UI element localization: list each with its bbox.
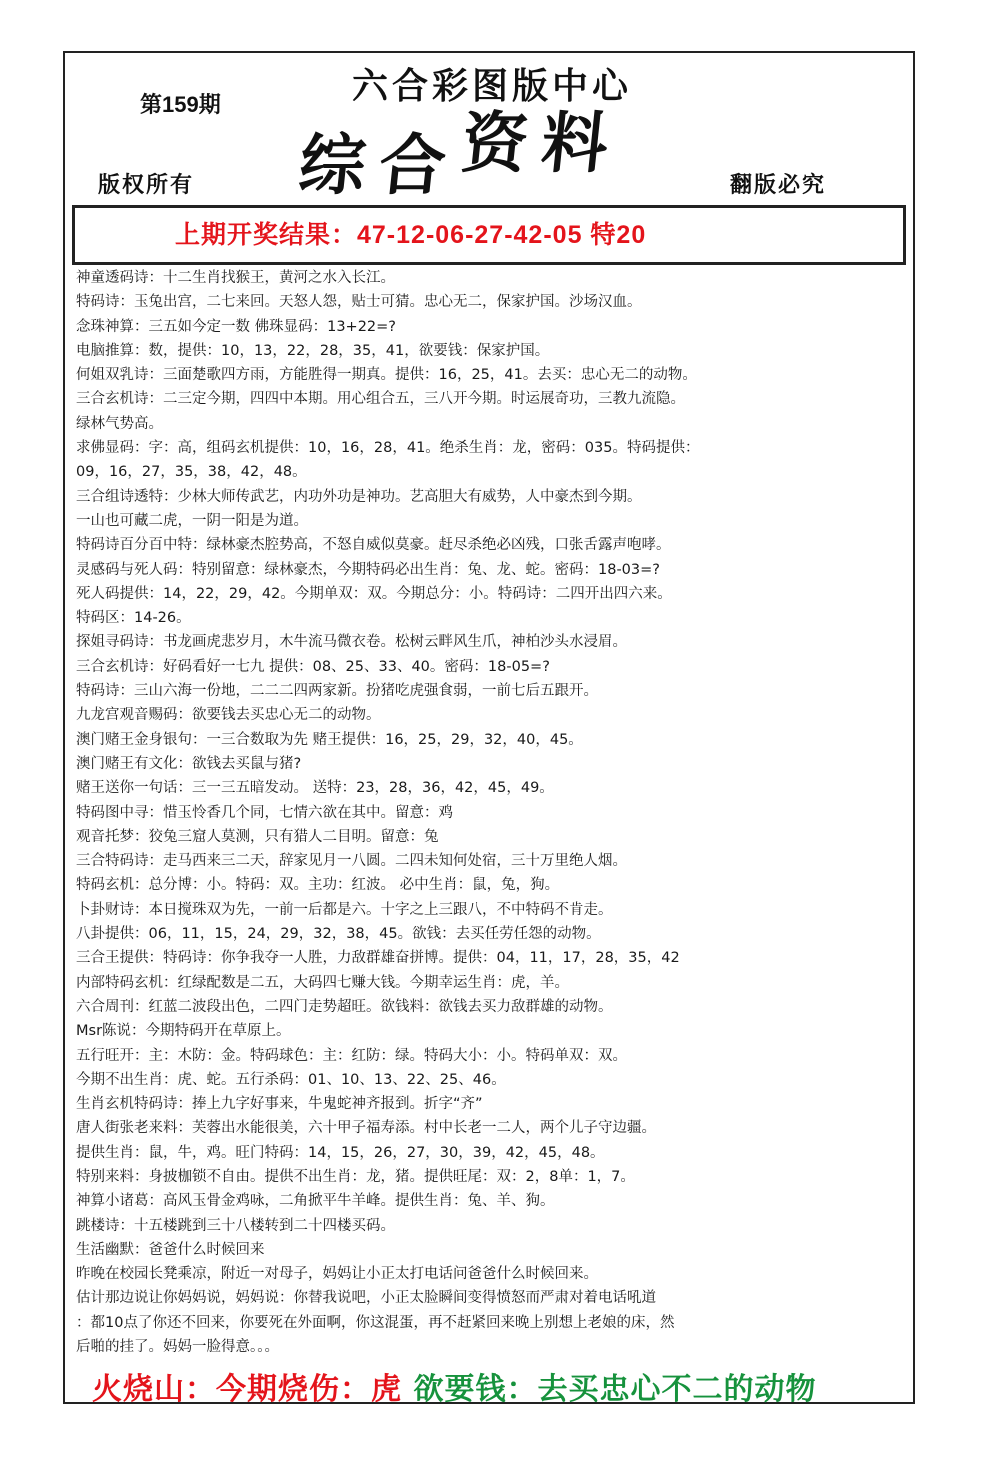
- text-line: 观音托梦：狡兔三窟人莫测，只有猎人二目明。留意：兔: [76, 828, 439, 845]
- text-line: 生肖玄机特码诗：捧上九字好事来，牛鬼蛇神齐报到。折字“齐”: [76, 1096, 483, 1113]
- text-line: Msr陈说：今期特码开在草原上。: [76, 1023, 291, 1040]
- footer-part-2: 欲要钱：去买忠心不二的动物: [413, 1372, 817, 1407]
- text-line: 三合王提供：特码诗：你争我夺一人胜，力敌群雄奋拼博。提供：04，11，17，28，35，42: [76, 950, 680, 967]
- text-line: 六合周刊：红蓝二波段出色，二四门走势超旺。欲钱料：欲钱去买力敌群雄的动物。: [76, 998, 613, 1015]
- text-line: 电脑推算：数，提供：10，13，22，28，35，41，欲要钱：保家护国。: [76, 342, 550, 359]
- text-line: 赌王送你一句话：三一三五暗发动。 送特：23，28，36，42，45，49。: [76, 780, 554, 797]
- content-lines: [76, 266, 906, 1359]
- piracy-tag: 翻版必究: [730, 172, 827, 198]
- text-line: 念珠神算：三五如今定一数 佛珠显码：13+22=?: [76, 318, 397, 335]
- text-line: 唐人街张老来料：芙蓉出水能很美，六十甲子福寿添。村中长老一二人，两个儿子守边疆。: [76, 1120, 656, 1137]
- copyright-tag: 版权所有: [98, 172, 195, 198]
- text-line: 估计那边说让你妈妈说，妈妈说：你替我说吧，小正太脸瞬间变得愤怒而严肃对着电话吼道: [76, 1290, 656, 1307]
- text-line: 神算小诸葛：高风玉骨金鸡咏，二角掀平牛羊峰。提供生肖：兔、羊、狗。: [76, 1193, 555, 1210]
- big-title-part-1: 综合: [295, 126, 464, 204]
- text-line: 09，16，27，35，38，42，48。: [76, 464, 307, 481]
- text-line: 特码诗：三山六海一份地，二二二四两家新。扮猪吃虎强食弱，一前七后五跟开。: [76, 683, 598, 700]
- text-line: 九龙宫观音赐码：欲要钱去买忠心无二的动物。: [76, 707, 381, 724]
- text-line: 内部特码玄机：红绿配数是二五，大码四七赚大钱。今期幸运生肖：虎，羊。: [76, 974, 569, 991]
- text-line: 提供生肖：鼠，牛，鸡。旺门特码：14，15，26，27，30，39，42，45，48。: [76, 1144, 605, 1161]
- text-line: 卜卦财诗：本日搅珠双为先，一前一后都是六。十字之上三跟八，不中特码不肯走。: [76, 901, 613, 918]
- text-line: 绿林气势高。: [76, 415, 163, 432]
- text-line: 特码诗百分百中特：绿林豪杰腔势高，不怒自威似莫豪。赶尽杀绝必凶残，口张舌露声咆哮。: [76, 537, 671, 554]
- text-line: 特码图中寻：惜玉怜香几个同，七情六欲在其中。留意：鸡: [76, 804, 453, 821]
- text-line: 特码诗：玉兔出宫，二七来回。天怒人怨，贴士可猜。忠心无二，保家护国。沙场汉血。: [76, 294, 642, 311]
- text-line: 特码玄机：总分博：小。特码：双。主功：红波。 必中生肖：鼠，兔，狗。: [76, 877, 560, 894]
- big-title: [295, 104, 626, 207]
- text-line: 灵感码与死人码：特别留意：绿林豪杰，今期特码必出生肖：兔、龙、蛇。密码：18-03=?: [76, 561, 660, 578]
- text-line: 三合特码诗：走马西来三二天，辞家见月一八圆。二四未知何处宿，三十万里绝人烟。: [76, 853, 627, 870]
- text-line: 昨晚在校园长凳乘凉，附近一对母子，妈妈让小正太打电话问爸爸什么时候回来。: [76, 1266, 598, 1283]
- text-line: 探姐寻码诗：书龙画虎悲岁月，木牛流马微衣卷。松树云畔风生爪，神柏沙头水浸眉。: [76, 634, 627, 651]
- text-line: 澳门赌王金身银句：一三合数取为先 赌王提供：16，25，29，32，40，45。: [76, 731, 583, 748]
- text-line: 特码区：14-26。: [76, 610, 191, 627]
- text-line: 今期不出生肖：虎、蛇。五行杀码：01、10、13、22、25、46。: [76, 1071, 506, 1088]
- text-line: 三合玄机诗：二三定今期，四四中本期。用心组合五，三八开今期。时运展奇功，三教九流隐。: [76, 391, 685, 408]
- text-line: 特别来料：身披枷锁不自由。提供不出生肖：龙，猪。提供旺尾：双：2，8单：1，7。: [76, 1168, 635, 1185]
- text-line: 澳门赌王有文化：欲钱去买鼠与猪?: [76, 755, 302, 772]
- text-line: 何姐双乳诗：三面楚歌四方雨，方能胜得一期真。提供：16，25，41。去买：忠心无二的动物。: [76, 367, 697, 384]
- text-line: 三合组诗透特：少林大师传武艺，内功外功是神功。艺高胆大有威势，人中豪杰到今期。: [76, 488, 642, 505]
- text-line: 死人码提供：14，22，29，42。今期单双：双。今期总分：小。特码诗：二四开出四六来。: [76, 585, 672, 602]
- text-line: 跳楼诗：十五楼跳到三十八楼转到二十四楼买码。: [76, 1217, 395, 1234]
- text-line: 神童透码诗：十二生肖找猴王，黄河之水入长江。: [76, 270, 395, 286]
- text-line: 三合玄机诗：好码看好一七九 提供：08、25、33、40。密码：18-05=?: [76, 658, 550, 675]
- text-line: 八卦提供：06，11，15，24，29，32，38，45。欲钱：去买任劳任怨的动物。: [76, 926, 601, 943]
- previous-result: 上期开奖结果：47-12-06-27-42-05 特20: [175, 221, 647, 249]
- text-line: 一山也可藏二虎，一阴一阳是为道。: [76, 512, 308, 529]
- text-line: 求佛显码：字：高，组码玄机提供：10，16，28，41。绝杀生肖：龙，密码：035。特码提供：: [76, 440, 700, 457]
- text-line: ：都10点了你还不回来，你要死在外面啊，你这混蛋，再不赶紧回来晚上别想上老娘的床，然: [76, 1314, 675, 1331]
- text-line: 五行旺开：主：木防：金。特码球色：主：红防：绿。特码大小：小。特码单双：双。: [76, 1047, 627, 1064]
- big-title-part-2: 资料: [457, 104, 626, 182]
- footer-banner: [92, 1364, 816, 1408]
- footer-part-1: 火烧山：今期烧伤：虎: [92, 1372, 402, 1407]
- text-line: 后啪的挂了。妈妈一脸得意。。。: [76, 1339, 279, 1356]
- center-title: 六合彩图版中心: [352, 65, 633, 107]
- text-line: 生活幽默：爸爸什么时候回来: [76, 1241, 265, 1258]
- issue-number: 第159期: [140, 92, 221, 117]
